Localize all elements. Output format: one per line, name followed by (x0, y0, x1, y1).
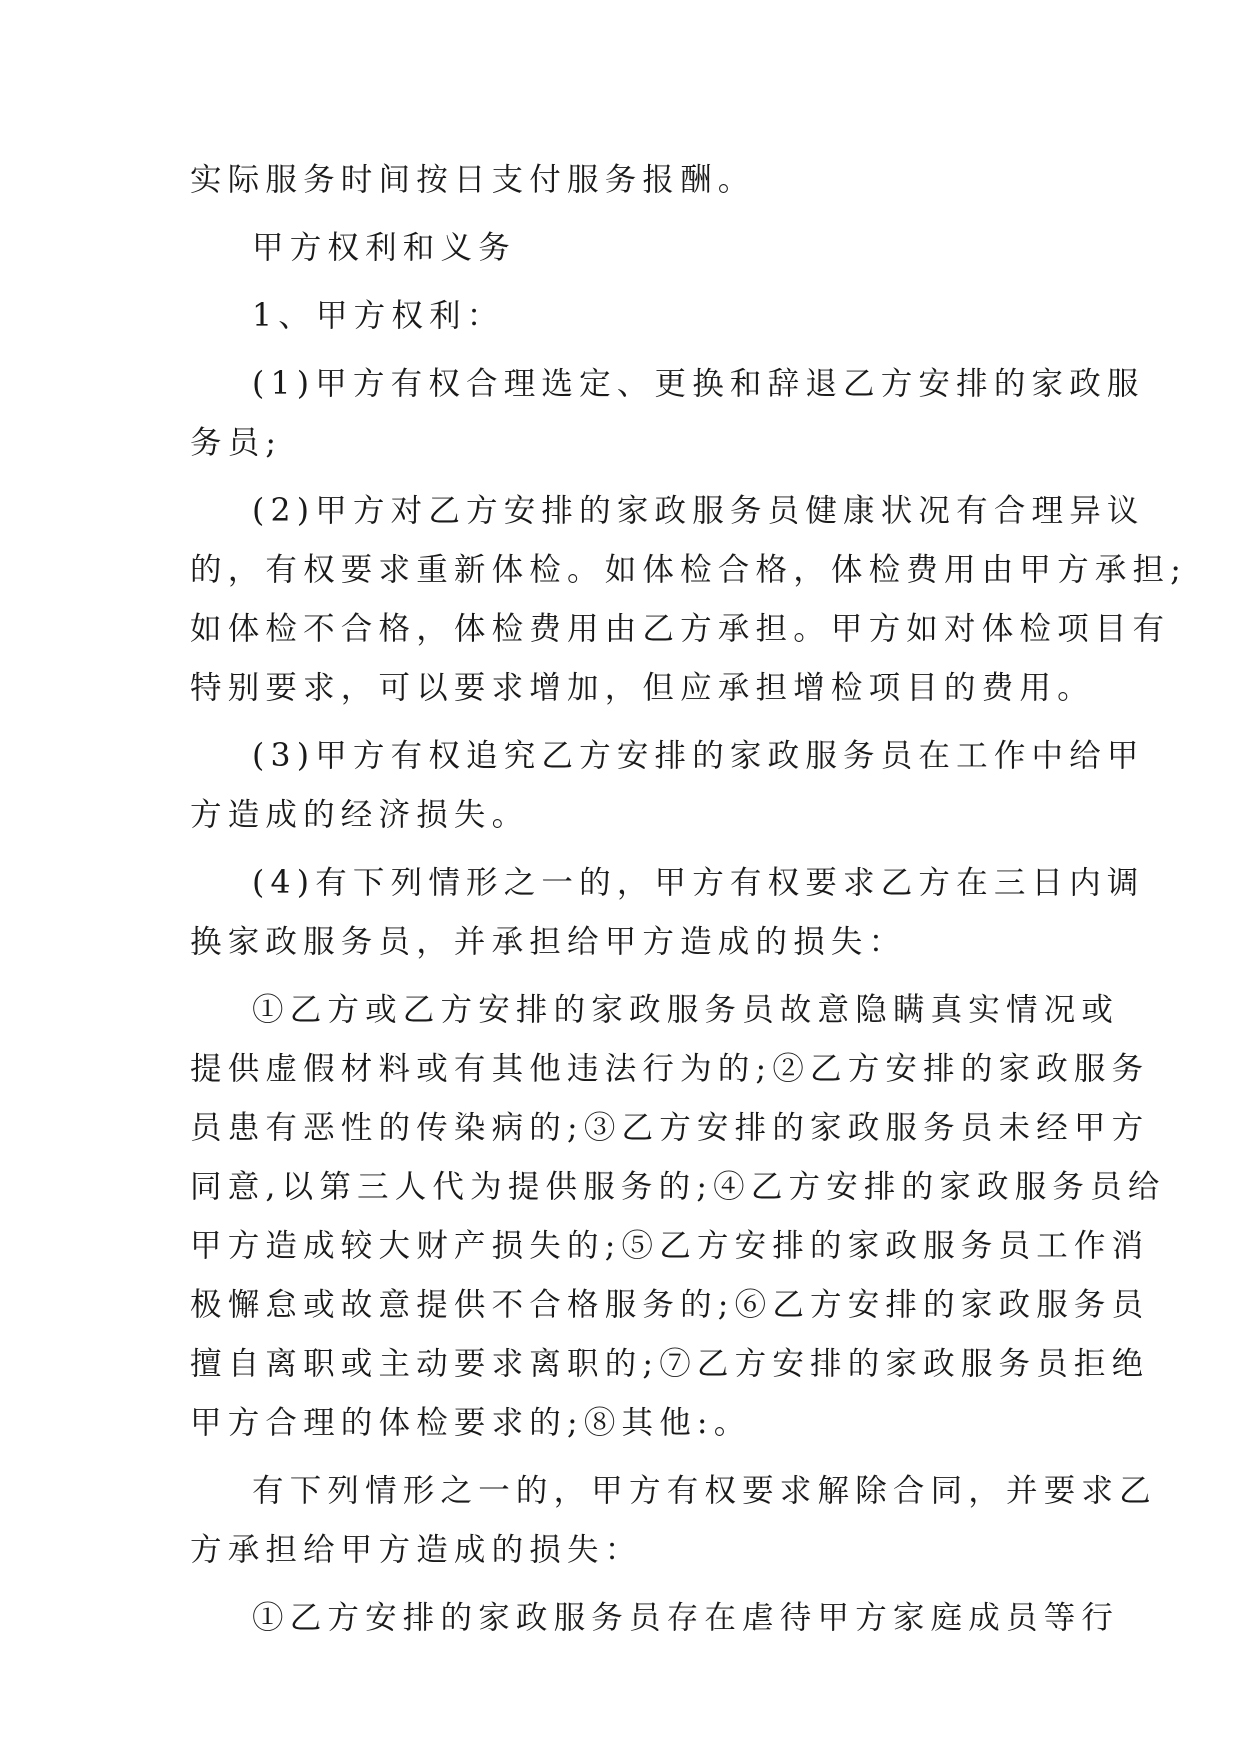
text-line: 员患有恶性的传染病的;③乙方安排的家政服务员未经甲方 (190, 1110, 1150, 1146)
text-line: 1、甲方权利： (252, 298, 505, 334)
text-line: (4)有下列情形之一的，甲方有权要求乙方在三日内调 (252, 865, 1145, 901)
document-body (190, 151, 1188, 1648)
text-line: 的，有权要求重新体检。如体检合格，体检费用由甲方承担; (190, 552, 1188, 588)
paragraph-gap (190, 473, 1050, 482)
text-line: (3)甲方有权追究乙方安排的家政服务员在工作中给甲 (252, 738, 1145, 774)
paragraph (190, 854, 1145, 972)
paragraph-gap (190, 1453, 1050, 1462)
text-line: (1)甲方有权合理选定、更换和辞退乙方安排的家政服 (252, 366, 1145, 402)
text-line: 有下列情形之一的，甲方有权要求解除合同，并要求乙 (252, 1473, 1157, 1509)
text-line: ①乙方安排的家政服务员存在虐待甲方家庭成员等行 (252, 1600, 1120, 1636)
text-line: 极懈怠或故意提供不合格服务的;⑥乙方安排的家政服务员 (190, 1287, 1150, 1323)
text-line: 甲方权利和义务 (252, 230, 516, 266)
text-line: 方承担给甲方造成的损失： (190, 1532, 643, 1568)
text-line: 方造成的经济损失。 (190, 797, 530, 833)
paragraph (190, 1462, 1157, 1580)
paragraph (190, 355, 1145, 473)
text-line: 特别要求，可以要求增加，但应承担增检项目的费用。 (190, 670, 1095, 706)
paragraph (190, 727, 1145, 845)
text-line: 提供虚假材料或有其他违法行为的;②乙方安排的家政服务 (190, 1051, 1150, 1087)
paragraph (190, 287, 1050, 346)
paragraph (190, 482, 1188, 718)
paragraph-gap (190, 346, 1050, 355)
text-line: 务员; (190, 425, 283, 461)
text-line: (2)甲方对乙方安排的家政服务员健康状况有合理异议 (252, 493, 1145, 529)
text-line: ①乙方或乙方安排的家政服务员故意隐瞒真实情况或 (252, 992, 1120, 1028)
paragraph-gap (190, 1580, 1050, 1589)
text-line: 换家政服务员，并承担给甲方造成的损失： (190, 924, 907, 960)
paragraph-gap (190, 210, 1050, 219)
paragraph-gap (190, 278, 1050, 287)
text-line: 甲方造成较大财产损失的;⑤乙方安排的家政服务员工作消 (190, 1228, 1150, 1264)
paragraph (190, 981, 1166, 1453)
text-line: 擅自离职或主动要求离职的;⑦乙方安排的家政服务员拒绝 (190, 1346, 1150, 1382)
paragraph-gap (190, 845, 1050, 854)
paragraph-gap (190, 972, 1050, 981)
text-line: 甲方合理的体检要求的;⑧其他:。 (190, 1405, 752, 1441)
text-line: 如体检不合格，体检费用由乙方承担。甲方如对体检项目有 (190, 611, 1171, 647)
text-line: 实际服务时间按日支付服务报酬。 (190, 162, 756, 198)
paragraph (190, 151, 1050, 210)
paragraph-gap (190, 718, 1050, 727)
paragraph (190, 1589, 1120, 1648)
paragraph (190, 219, 1050, 278)
text-line: 同意,以第三人代为提供服务的;④乙方安排的家政服务员给 (190, 1169, 1166, 1205)
